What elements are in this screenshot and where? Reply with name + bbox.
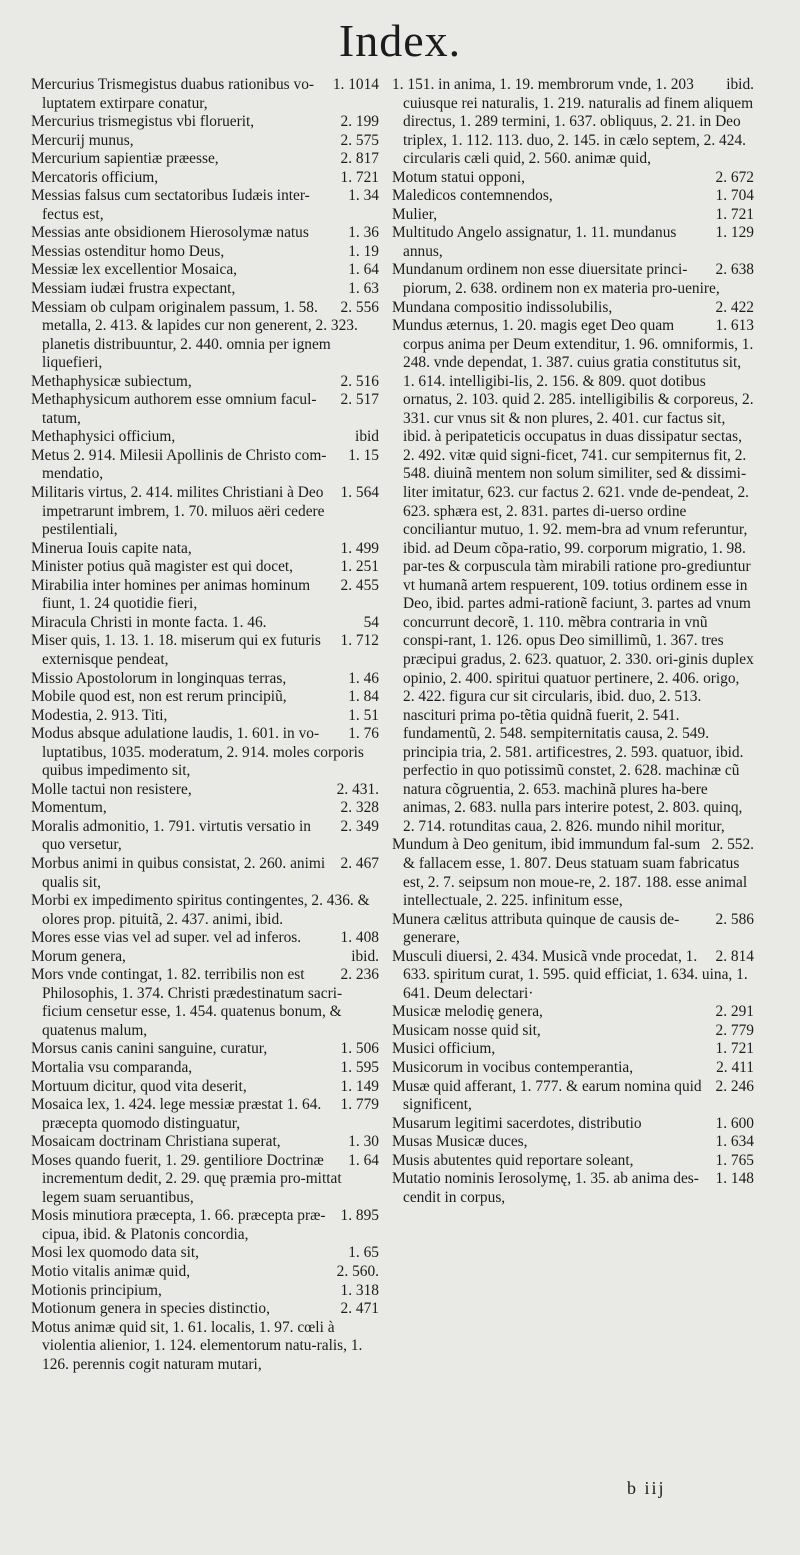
entry-text: Mors vnde contingat, 1. 82. terribilis non est Philosophis, 1. 374. Christi prædestinatum sacri-ficium censetur esse, 1. 454. quatenus bonum, & quatenus malum, — [31, 966, 343, 1039]
entry-reference: 1. 721 — [340, 168, 379, 186]
entry-text: Minister potius quã magister est qui docet, — [31, 558, 294, 576]
index-entry — [31, 299, 379, 373]
index-entry — [31, 1207, 379, 1244]
entry-reference: 2. 586 — [715, 910, 754, 928]
entry-reference: 1. 765 — [715, 1151, 754, 1169]
entry-reference: 1. 64 — [348, 261, 379, 279]
entry-reference: 1. 506 — [340, 1040, 379, 1058]
index-entry — [31, 113, 379, 132]
entry-text: Mirabilia inter homines per animas hominum fiunt, 1. 24 quotidie fieri, — [31, 576, 311, 613]
entry-text: Methaphysici officium, — [31, 428, 176, 446]
index-entry — [31, 428, 379, 447]
index-entry — [31, 688, 379, 707]
entry-text: Molle tactui non resistere, — [31, 780, 192, 798]
index-entry — [31, 261, 379, 280]
index-entry — [392, 1152, 754, 1171]
entry-text: Messiam iudæi frustra expectant, — [31, 280, 236, 298]
entry-text: Motionis principium, — [31, 1281, 162, 1299]
entry-text: Mores esse vias vel ad super. vel ad inferos. — [31, 929, 302, 947]
entry-reference: 2. 422 — [715, 298, 754, 316]
entry-text: Munera cælitus attributa quinque de causis de-generare, — [392, 910, 680, 947]
entry-reference: 1. 721 — [715, 205, 754, 223]
entry-text: Mercatoris officium, — [31, 168, 159, 186]
entry-reference: 2. 575 — [340, 131, 379, 149]
entry-reference: 1. 712 — [340, 632, 379, 650]
index-entry — [392, 224, 754, 261]
entry-reference: 1. 129 — [715, 224, 754, 242]
entry-text: Motum statui opponi, — [392, 168, 525, 186]
index-entry — [31, 224, 379, 243]
index-entry — [392, 261, 754, 298]
entry-reference: 2. 672 — [715, 168, 754, 186]
entry-text: 1. 151. in anima, 1. 19. membrorum vnde, 1. 203 cuiusque rei naturalis, 1. 219. naturalis ad finem aliquem directus, 1. 289 termini, 1. 637. obliquus, 2. 21. in Deo triplex, 1. 112. 113. duo, 2. 145. in cælo septem, 2. 424. circularis cæli quid, 2. 560. animæ quid, — [392, 76, 754, 168]
index-entry — [31, 1133, 379, 1152]
entry-reference: 2. 517 — [340, 391, 379, 409]
index-entry — [31, 447, 379, 484]
entry-reference: 2. 431. — [336, 780, 379, 798]
entry-text: Musculi diuersi, 2. 434. Musicã vnde procedat, 1. 633. spiritum curat, 1. 595. quid efficiat, 1. 634. uina, 1. 641. Deum delectari· — [392, 947, 748, 1002]
entry-reference: ibid. — [726, 76, 754, 93]
entry-text: Miser quis, 1. 13. 1. 18. miserum qui ex futuris externisque pendeat, — [31, 632, 321, 668]
index-entry — [31, 373, 379, 392]
entry-text: Mosis minutiora præcepta, 1. 66. præcepta præ-cipua, ibid. & Platonis concordia, — [31, 1207, 326, 1243]
index-entry — [392, 1078, 754, 1115]
index-entry — [31, 632, 379, 669]
entry-reference: 54 — [363, 613, 379, 631]
entry-reference: 1. 634 — [715, 1133, 754, 1151]
entry-text: Miracula Christi in monte facta. 1. 46. — [31, 613, 267, 631]
entry-text: Motus animæ quid sit, 1. 61. localis, 1. 97. cœli à violentia alienior, 1. 124. elementorum natu-ralis, 1. 126. perennis cogit naturam mutari, — [31, 1318, 363, 1373]
index-entry — [31, 781, 379, 800]
index-entry — [392, 299, 754, 318]
index-entry — [31, 1244, 379, 1263]
entry-text: Motio vitalis animæ quid, — [31, 1263, 191, 1280]
index-column-left — [31, 76, 379, 1374]
index-entry — [31, 243, 379, 262]
index-entry — [392, 1003, 754, 1022]
entry-reference: 2. 328 — [340, 799, 379, 817]
index-entry — [31, 484, 379, 540]
index-entry — [31, 799, 379, 818]
index-entry — [392, 1059, 754, 1078]
index-entry — [31, 1096, 379, 1133]
entry-text: Methaphysicæ subiectum, — [31, 372, 192, 390]
entry-reference: 1. 600 — [715, 1114, 754, 1132]
entry-text: Moses quando fuerit, 1. 29. gentiliore Doctrinæ incrementum dedit, 2. 29. quę præmia pro-mittat legem suam seruantibus, — [31, 1151, 342, 1206]
entry-reference: 1. 76 — [348, 725, 379, 743]
entry-reference: 2. 236 — [340, 966, 379, 984]
entry-text: Mosaica lex, 1. 424. lege messiæ præstat 1. 64. præcepta quomodo distinguatur, — [31, 1096, 322, 1132]
index-entry — [31, 1152, 379, 1208]
index-entry — [31, 818, 379, 855]
entry-reference: 1. 36 — [348, 224, 379, 242]
entry-reference: 1. 318 — [340, 1281, 379, 1299]
index-entry — [392, 317, 754, 836]
entry-reference: 2. 556 — [340, 298, 379, 316]
entry-reference: 1. 34 — [348, 187, 379, 205]
entry-text: Musæ quid afferant, 1. 777. & earum nomina quid significent, — [392, 1077, 702, 1114]
entry-text: Mundana compositio indissolubilis, — [392, 298, 613, 316]
entry-text: Metus 2. 914. Milesii Apollinis de Christo com-mendatio, — [31, 446, 327, 483]
entry-text: Modestia, 2. 913. Titi, — [31, 706, 168, 724]
entry-reference: 1. 721 — [715, 1040, 754, 1058]
entry-text: Mobile quod est, non est rerum principiũ, — [31, 688, 287, 706]
entry-reference: 2. 638 — [715, 261, 754, 279]
entry-reference: 1. 149 — [340, 1077, 379, 1095]
entry-reference: 2. 560. — [336, 1263, 379, 1280]
index-entry — [392, 1170, 754, 1207]
index-entry — [31, 1263, 379, 1282]
entry-text: Musicam nosse quid sit, — [392, 1021, 541, 1039]
index-entry — [31, 558, 379, 577]
entry-reference: ibid. — [351, 947, 379, 965]
entry-text: Methaphysicum authorem esse omnium facul-tatum, — [31, 391, 317, 427]
entry-reference: 2. 246 — [715, 1077, 754, 1095]
index-entry — [31, 929, 379, 948]
entry-reference: 1. 1014 — [332, 76, 379, 93]
index-entry — [392, 169, 754, 188]
entry-reference: 1. 84 — [348, 688, 379, 706]
entry-text: Messias falsus cum sectatoribus Iudæis inter-fectus est, — [31, 187, 310, 223]
index-entry — [31, 855, 379, 892]
index-entry — [31, 280, 379, 299]
entry-text: Musis abutentes quid reportare soleant, — [392, 1151, 634, 1169]
entry-reference: 1. 64 — [348, 1151, 379, 1169]
index-entry — [392, 836, 754, 910]
entry-text: Musicorum in vocibus contemperantia, — [392, 1058, 634, 1076]
entry-text: Mercurium sapientiæ præesse, — [31, 150, 219, 168]
entry-reference: 2. 516 — [340, 372, 379, 390]
index-entry — [31, 1059, 379, 1078]
index-entry — [31, 169, 379, 188]
entry-reference: 1. 408 — [340, 929, 379, 947]
entry-reference: 2. 349 — [340, 817, 379, 835]
index-entry — [31, 577, 379, 614]
index-entry — [392, 911, 754, 948]
entry-text: Musici officium, — [392, 1040, 496, 1058]
index-entry — [31, 614, 379, 633]
index-entry — [31, 966, 379, 1040]
entry-text: Mundum à Deo genitum, ibid immundum fal-sum & fallacem esse, 1. 807. Deus statuam suam fabricatus est, 2. 7. seipsum non moue-re, 2. 187. 188. esse animal intellectuale, 2. 225. infinitum esse, — [392, 836, 748, 910]
index-entry — [31, 187, 379, 224]
entry-reference: 2. 455 — [340, 576, 379, 594]
entry-reference: 1. 65 — [348, 1244, 379, 1262]
index-entry — [31, 1040, 379, 1059]
entry-text: Mortuum dicitur, quod vita deserit, — [31, 1077, 247, 1095]
entry-text: Morum genera, — [31, 947, 126, 965]
entry-text: Messiæ lex excellentior Mosaica, — [31, 261, 238, 279]
page-title: Index. — [338, 15, 462, 66]
index-entry — [31, 391, 379, 428]
index-entry — [31, 948, 379, 967]
entry-text: Minerua Iouis capite nata, — [31, 539, 192, 557]
index-entry — [392, 1022, 754, 1041]
entry-text: Messias ostenditur homo Deus, — [31, 242, 225, 260]
entry-text: Musas Musicæ duces, — [392, 1133, 528, 1151]
entry-text: Messiam ob culpam originalem passum, 1. 58. metalla, 2. 413. & lapides cur non generent, 2. 323. planetis distribuuntur, 2. 440. omnia per ignem liquefieri, — [31, 298, 358, 372]
entry-reference: 2. 814 — [715, 947, 754, 965]
index-entry — [392, 948, 754, 1004]
index-entry — [392, 206, 754, 225]
entry-text: Mosaicam doctrinam Christiana superat, — [31, 1133, 281, 1151]
index-entry — [392, 76, 754, 169]
entry-text: Mercurius Trismegistus duabus rationibus vo-luptatem extirpare conatur, — [31, 76, 315, 112]
entry-text: Motionum genera in species distinctio, — [31, 1300, 270, 1318]
index-entry — [31, 1282, 379, 1301]
index-entry — [31, 892, 379, 929]
entry-text: Mosi lex quomodo data sit, — [31, 1244, 200, 1262]
entry-reference: 1. 30 — [348, 1133, 379, 1151]
entry-reference: 2. 411 — [716, 1058, 754, 1076]
index-entry — [31, 76, 379, 113]
entry-text: Messias ante obsidionem Hierosolymæ natus — [31, 224, 309, 242]
index-entry — [31, 1078, 379, 1097]
entry-reference: 1. 779 — [340, 1096, 379, 1114]
entry-text: Mercurij munus, — [31, 131, 134, 149]
entry-reference: 2. 199 — [340, 113, 379, 131]
entry-reference: 1. 15 — [348, 446, 379, 464]
entry-reference: 1. 51 — [348, 706, 379, 724]
entry-text: Missio Apostolorum in longinquas terras, — [31, 669, 287, 687]
index-entry — [392, 1133, 754, 1152]
entry-reference: 2. 817 — [340, 150, 379, 168]
index-entry — [31, 540, 379, 559]
entry-reference: 1. 499 — [340, 539, 379, 557]
entry-text: Morbus animi in quibus consistat, 2. 260. animi qualis sit, — [31, 854, 326, 891]
index-entry — [31, 150, 379, 169]
entry-reference: 1. 613 — [715, 317, 754, 335]
entry-text: Multitudo Angelo assignatur, 1. 11. mundanus annus, — [392, 224, 677, 260]
entry-text: Mercurius trismegistus vbi floruerit, — [31, 113, 255, 131]
entry-text: Musarum legitimi sacerdotes, distributio — [392, 1114, 642, 1132]
index-entry — [31, 725, 379, 781]
entry-text: Mundanum ordinem non esse diuersitate princi-piorum, 2. 638. ordinem non ex materia pro-uenire, — [392, 261, 720, 298]
index-entry — [392, 1115, 754, 1134]
entry-text: Morsus canis canini sanguine, curatur, — [31, 1040, 268, 1058]
entry-reference: 2. 291 — [715, 1003, 754, 1021]
entry-text: Mortalia vsu comparanda, — [31, 1058, 193, 1076]
entry-text: Musicæ melodię genera, — [392, 1003, 543, 1021]
entry-reference: 1. 251 — [340, 558, 379, 576]
entry-reference: 1. 46 — [348, 669, 379, 687]
index-entry — [31, 707, 379, 726]
index-entry — [31, 670, 379, 689]
index-column-right — [392, 76, 754, 1207]
entry-reference: 1. 63 — [348, 280, 379, 298]
entry-reference: 1. 148 — [715, 1170, 754, 1188]
entry-text: Mutatio nominis Ierosolymę, 1. 35. ab anima des-cendit in corpus, — [392, 1170, 699, 1206]
entry-text: Mundus æternus, 1. 20. magis eget Deo quam corpus anima per Deum extenditur, 1. 96. omniformis, 1. 248. vnde dependat, 1. 387. cuius gratia constitutus sit, 1. 614. intelligibi-lis, 2. 156. & 809. quot dotibus ornatus, 2. 103. quid 2. 285. intelligibilis & corporeus, 2. 331. cur vnus sit & non plures, 2. 401. cur factus sit, ibid. à peripateticis occupatus in duas dissipatur sectas, 2. 492. vitæ quid signi-ficet, 741. cur sempiternus fit, 2. 548. diuinã mentem non solum similiter, sed & dissimi-liter imitatur, 623. cur factus 2. 621. vnde de-pendeat, 2. 623. sphæra est, 2. 831. partes di-uerso ordine conciliantur mutuo, 1. 92. mem-bra ad vnum referuntur, ibid. ad Deum cõpa-ratio, 99. corporum migratio, 1. 98. par-tes & corpuscula tàm mirabili ratione pro-grediuntur vt humanã artem respuerent, 109. totius ordinem esse in Deo, ibid. partes admi-rationẽ faciunt, 3. partes ad vnum concurrunt decorẽ, 1. 110. mẽbra contraria in vnũ conspi-rant, 1. 126. opus Deo simillimũ, 1. 367. tres præcipui gradus, 2. 623. quatuor, 2. 330. ori-ginis duplex opinio, 2. 400. spiritui quatuor pertinere, 2. 406. origo, 2. 422. figura cur sit circularis, ibid. duo, 2. 513. nascituri prima po-tẽtia quidnã fuerit, 2. 541. fundamentũ, 2. 548. sempiternitatis causa, 2. 549. principia tria, 2. 581. artificestres, 2. 593. quatuor, ibid. perfectio in quo potissimũ constet, 2. 628. machinæ cũ natura cõgruentia, 2. 653. machinã plures ha-bere animas, 2. 683. nulla pars interire potest, 2. 803. quinq, 2. 714. rotunditas caua, 2. 826. mundo nihil moritur, — [392, 317, 754, 835]
index-entry — [31, 1319, 379, 1375]
entry-text: Mulier, — [392, 205, 438, 223]
index-entry — [31, 132, 379, 151]
entry-reference: 2. 779 — [715, 1021, 754, 1039]
entry-text: Modus absque adulatione laudis, 1. 601. in vo-luptatibus, 1035. moderatum, 2. 914. moles corporis quibus impedimento sit, — [31, 725, 364, 780]
entry-reference: 1. 895 — [340, 1207, 379, 1225]
entry-reference: 2. 471 — [340, 1300, 379, 1318]
entry-reference: ibid — [355, 428, 379, 446]
entry-reference: 1. 19 — [348, 242, 379, 260]
entry-text: Momentum, — [31, 799, 107, 817]
index-entry — [392, 1040, 754, 1059]
entry-reference: 1. 595 — [340, 1058, 379, 1076]
entry-reference: 2. 552. — [711, 836, 754, 854]
signature-mark: b iij — [627, 1478, 666, 1498]
entry-reference: 1. 564 — [340, 484, 379, 502]
entry-reference: 1. 704 — [715, 187, 754, 205]
entry-reference: 2. 467 — [340, 854, 379, 872]
entry-text: Maledicos contemnendos, — [392, 187, 553, 205]
entry-text: Morbi ex impedimento spiritus contingentes, 2. 436. & olores prop. pituitã, 2. 437. animi, ibid. — [31, 892, 370, 928]
entry-text: Moralis admonitio, 1. 791. virtutis versatio in quo versetur, — [31, 817, 311, 854]
index-entry — [392, 187, 754, 206]
index-entry — [31, 1300, 379, 1319]
entry-text: Militaris virtus, 2. 414. milites Christiani à Deo impetrarunt imbrem, 1. 70. miluos aëri cedere pestilentiali, — [31, 484, 325, 539]
